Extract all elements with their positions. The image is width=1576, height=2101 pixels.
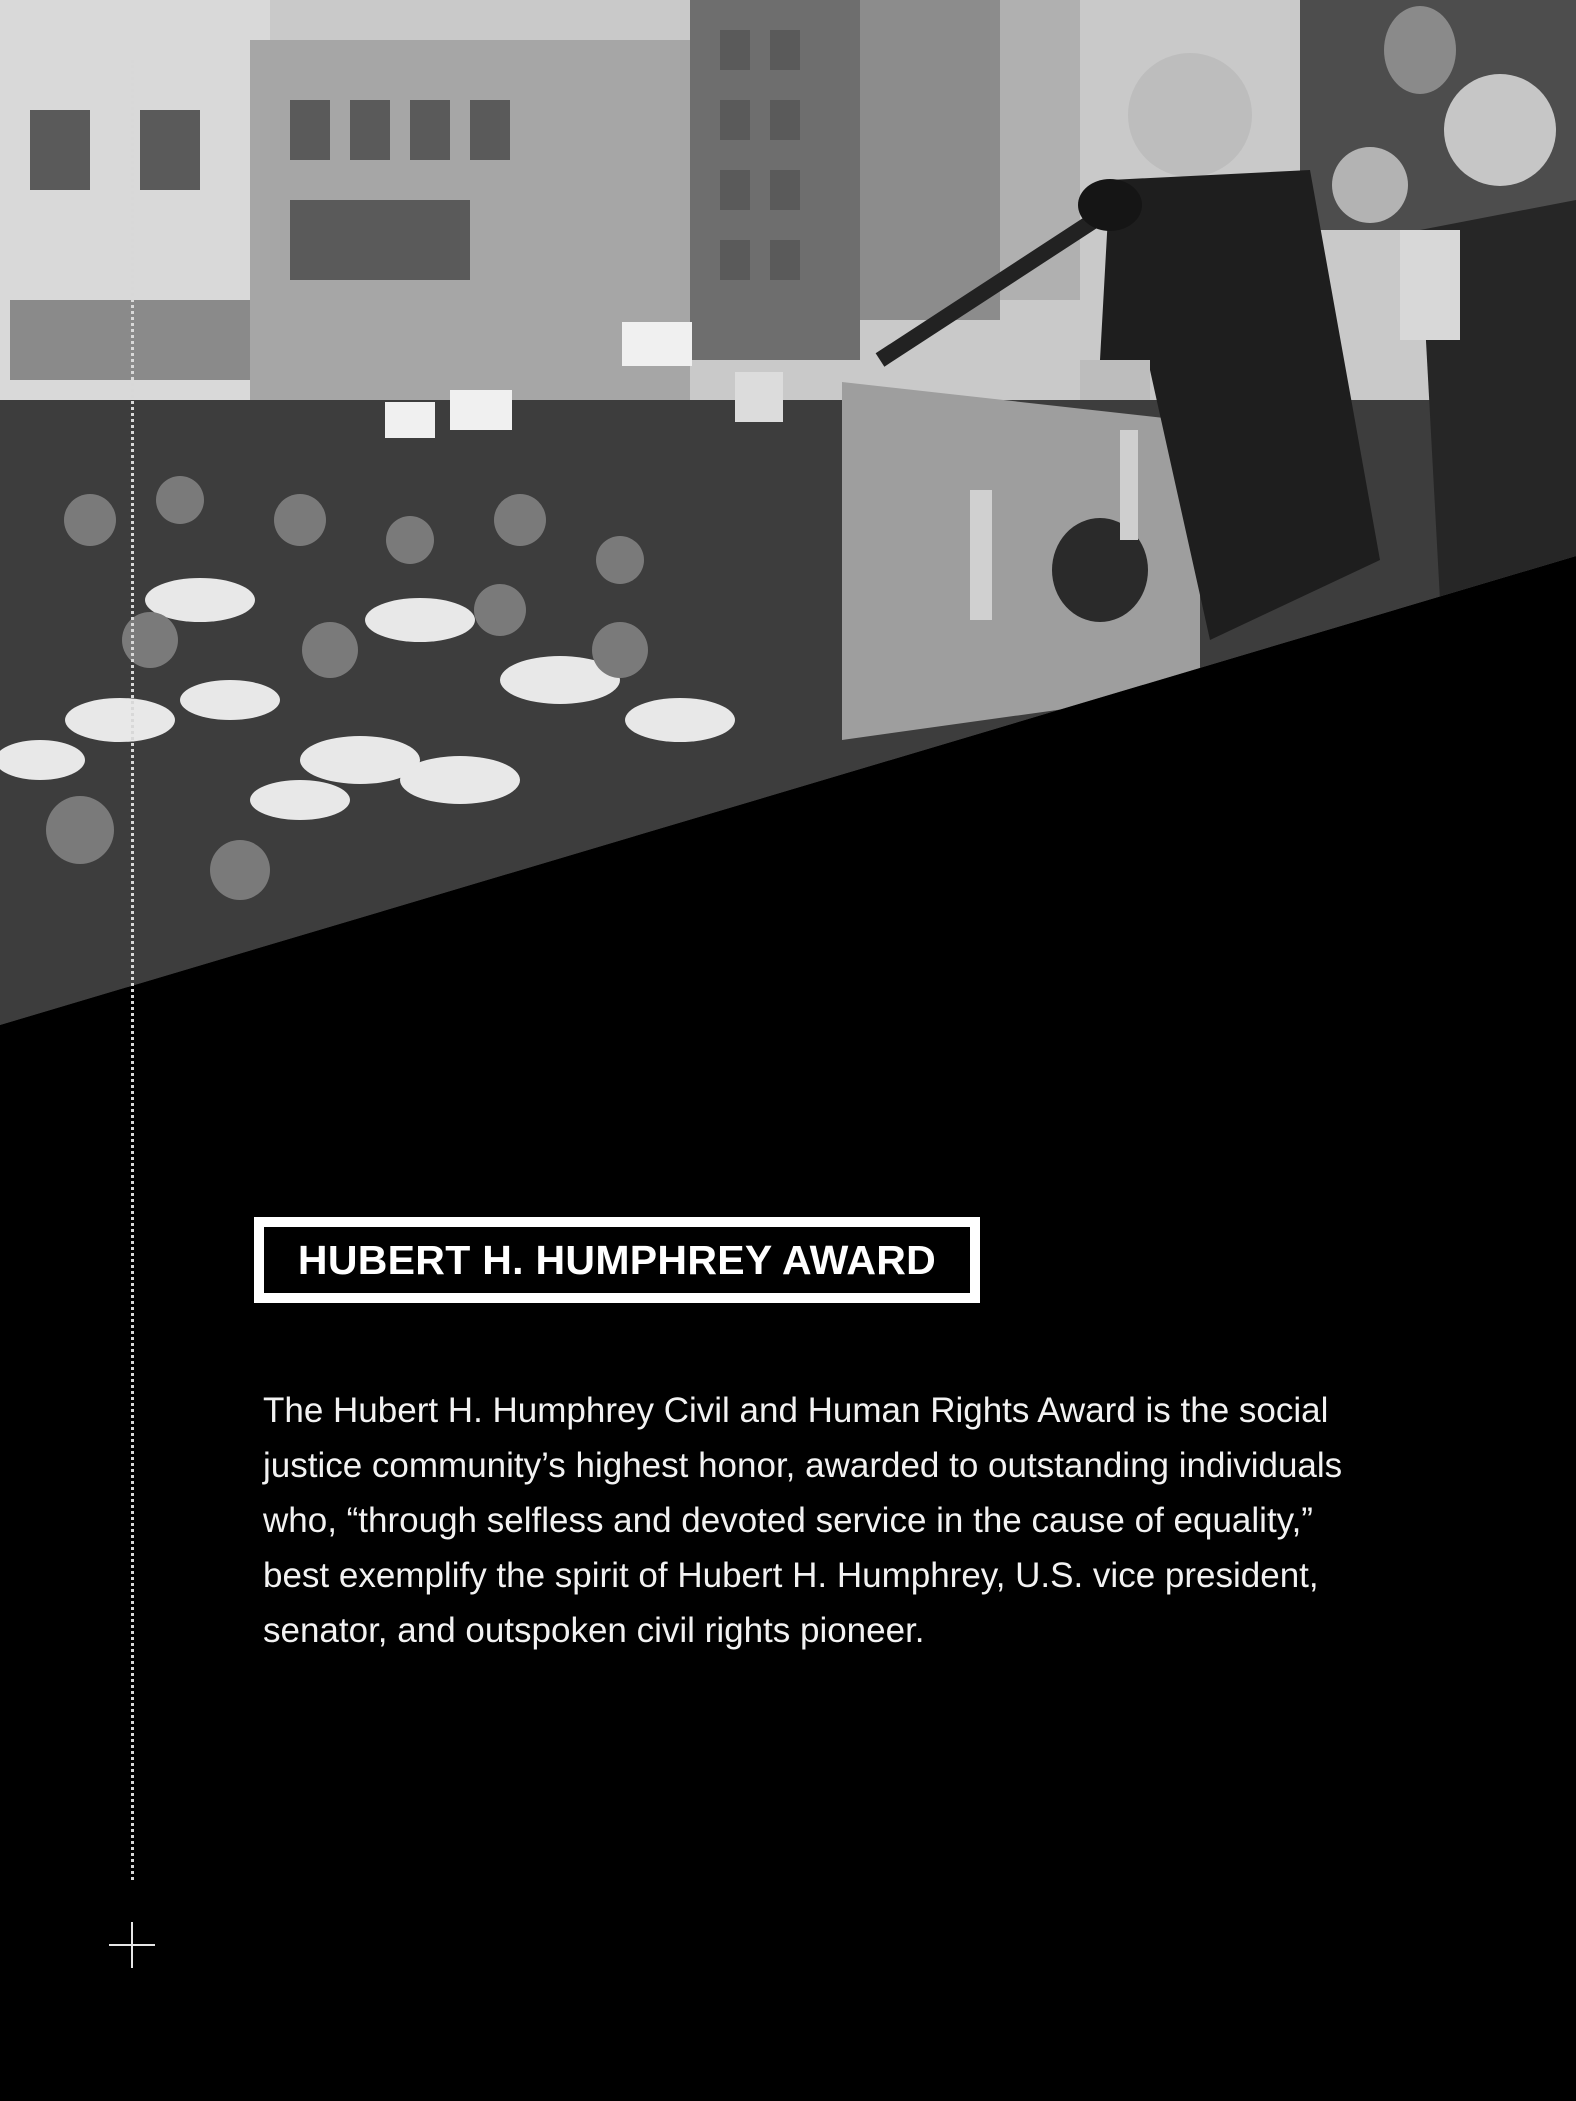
speaker-head	[1128, 53, 1252, 177]
microphone-wmca	[970, 490, 992, 620]
sign-ny-wants	[450, 390, 512, 430]
rally-photo-illustration	[0, 0, 1576, 1040]
bystander-head	[1444, 74, 1556, 186]
microphone-cbs	[1120, 430, 1138, 540]
crosshair-mark	[109, 1922, 155, 1968]
award-heading-box	[254, 1217, 980, 1303]
award-heading: HUBERT H. HUMPHREY AWARD	[297, 1236, 937, 1283]
storefront-awning	[10, 300, 260, 380]
sign-humphrey	[735, 372, 783, 422]
building-far	[860, 0, 1000, 320]
dotted-vertical-rule	[131, 60, 134, 1880]
award-description-text: The Hubert H. Humphrey Civil and Human Rights Award is the social justice community’s highest honor, awarded to outstanding individuals who, “through selfless and devoted service in the cause of equality,” best exemplify the spirit of Hubert H. Humphrey, U.S. vice president, senator, and outspoken civil rights pioneer.	[263, 1391, 1343, 1650]
sign-small	[385, 402, 435, 438]
sign-we-welcome	[622, 322, 692, 366]
woman-blouse	[1400, 230, 1460, 340]
loudspeaker	[1384, 6, 1456, 94]
rally-photo	[0, 0, 1576, 1040]
woman-head	[1332, 147, 1408, 223]
speaker-hand	[1080, 360, 1150, 400]
award-description	[263, 1383, 1343, 1658]
main-microphone	[1078, 179, 1142, 231]
